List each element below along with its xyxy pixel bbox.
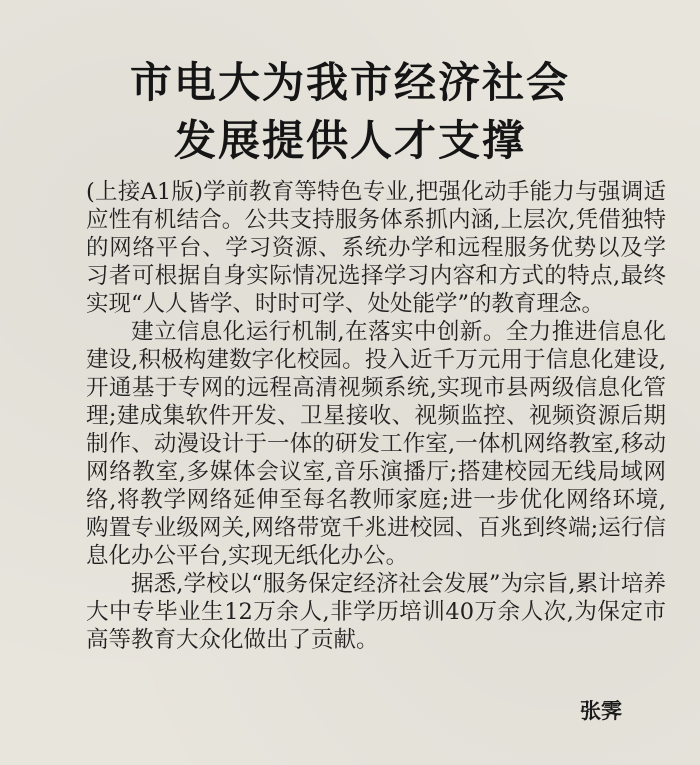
headline-line-1: 市电大为我市经济社会	[129, 58, 570, 107]
article-body	[86, 178, 666, 654]
paragraph-1: (上接A1版)学前教育等特色专业,把强化动手能力与强调适应性有机结合。公共支持服务体系抓内涵,上层次,凭借独特的网络平台、学习资源、系统办学和远程服务优势以及学习者可根据自身实际情况选择学习内容和方式的特点,最终实现“人人皆学、时时可学、处处能学”的教育理念。	[86, 179, 666, 317]
paragraph-3: 据悉,学校以“服务保定经济社会发展”为宗旨,累计培养大中专毕业生12万余人,非学历培训40万余人次,为保定市高等教育大众化做出了贡献。	[86, 571, 666, 653]
headline-line-2: 发展提供人才支撑	[173, 116, 526, 165]
author-name: 张霁	[580, 699, 622, 723]
paragraph-2: 建立信息化运行机制,在落实中创新。全力推进信息化建设,积极构建数字化校园。投入近千万元用于信息化建设,开通基于专网的远程高清视频系统,实现市县两级信息化管理;建成集软件开发、卫星接收、视频监控、视频资源后期制作、动漫设计于一体的研发工作室,一体机网络教室,移动网络教室,多媒体会议室,音乐演播厅;搭建校园无线局域网络,将教学网络延伸至每名教师家庭;进一步优化网络环境,购置专业级网关,网络带宽千兆进校园、百兆到终端;运行信息化办公平台,实现无纸化办公。	[86, 319, 666, 569]
